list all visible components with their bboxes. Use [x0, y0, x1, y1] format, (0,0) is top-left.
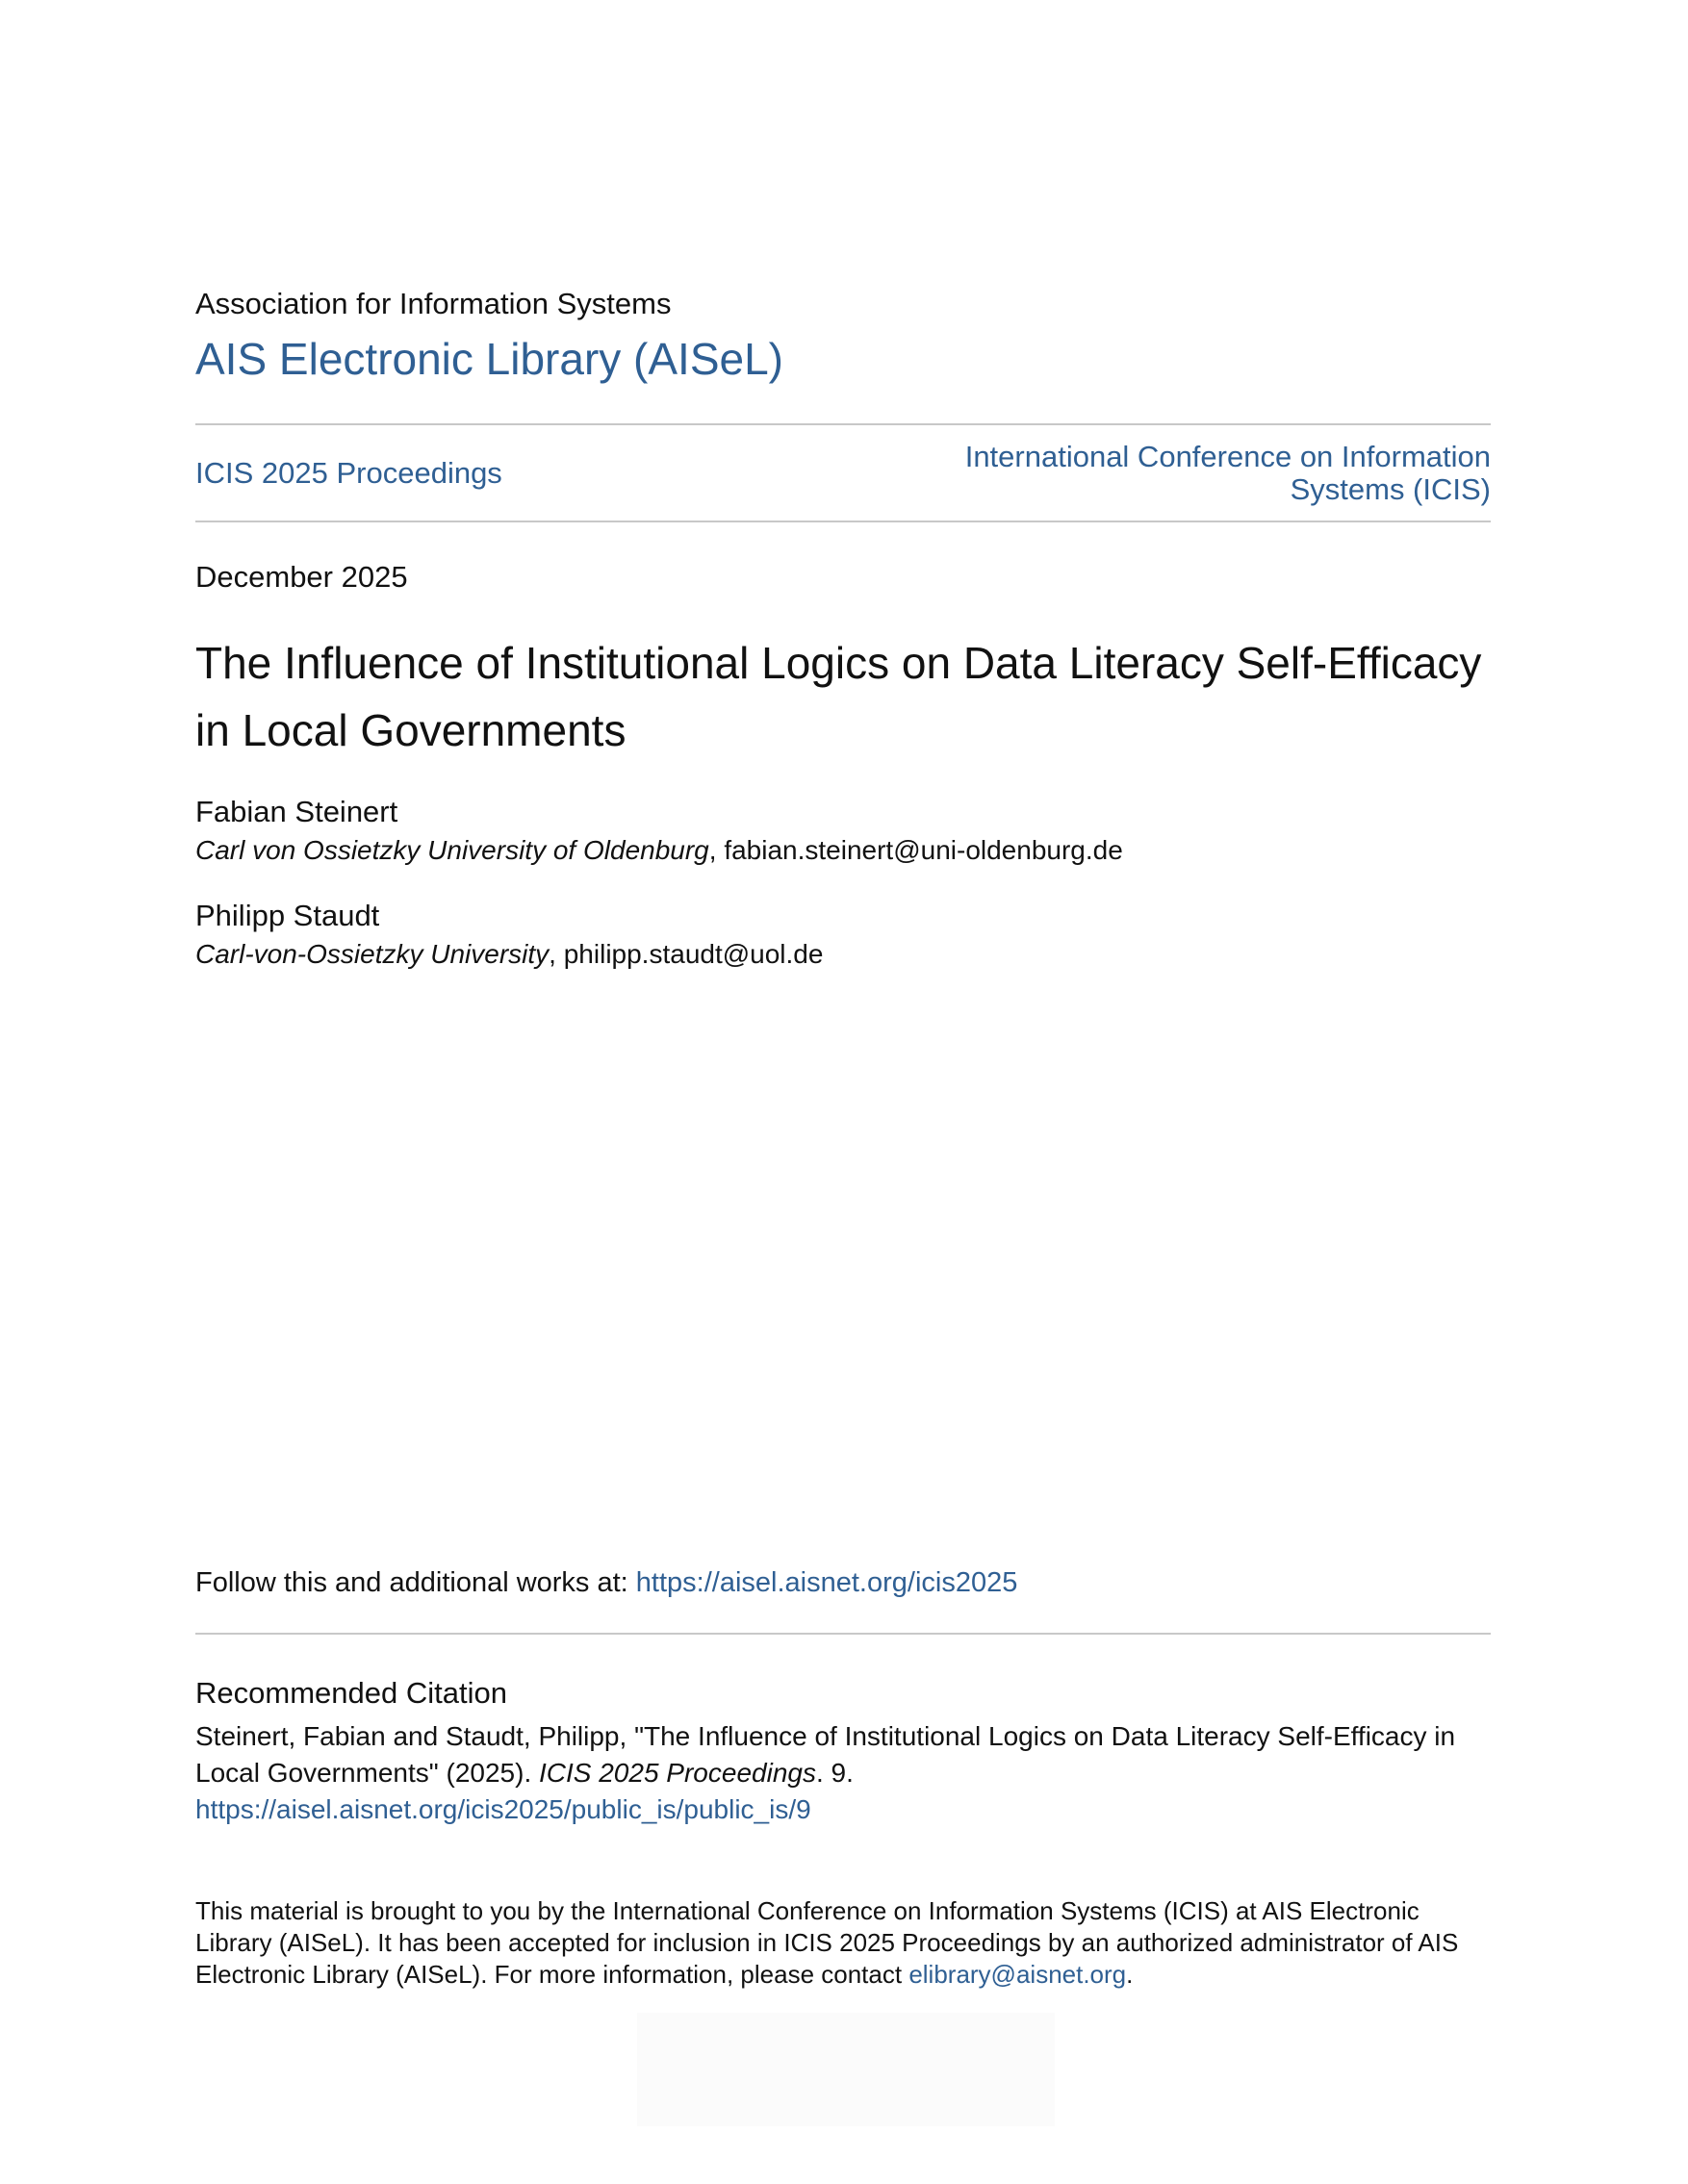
footer-line2: Library (AISeL). It has been accepted for inclusion in ICIS 2025 Proceedings by an authorized administrator of AIS	[195, 1928, 1459, 1957]
organization-name: Association for Information Systems	[195, 287, 672, 320]
author-name: Philipp Staudt	[195, 899, 380, 932]
author-affiliation-line: Carl von Ossietzky University of Oldenburg, fabian.steinert@uni-oldenburg.de	[195, 835, 1123, 865]
author-affiliation: Carl von Ossietzky University of Oldenburg	[195, 835, 709, 865]
contact-email-link[interactable]: elibrary@aisnet.org	[908, 1960, 1127, 1989]
citation-line1: Steinert, Fabian and Staudt, Philipp, "The Influence of Institutional Logics on Data Literacy Self-Efficacy in	[195, 1721, 1456, 1751]
publication-date: December 2025	[195, 560, 408, 594]
paper-title-line2: in Local Governments	[195, 705, 627, 755]
footer-line3-suffix: .	[1126, 1960, 1134, 1989]
paper-title	[195, 629, 1504, 764]
author-email: fabian.steinert@uni-oldenburg.de	[724, 835, 1123, 865]
follow-line	[195, 1567, 1017, 1599]
second-divider	[195, 521, 1491, 522]
citation-proceedings: ICIS 2025 Proceedings	[539, 1758, 816, 1788]
footer-line3-prefix: Electronic Library (AISeL). For more information, please contact	[195, 1960, 909, 1989]
citation-divider	[195, 1633, 1491, 1635]
citation-text	[195, 1718, 1504, 1828]
conference-link-line1[interactable]: International Conference on Information	[964, 440, 1491, 473]
paper-title-line1: The Influence of Institutional Logics on Data Literacy Self-Efficacy	[195, 638, 1482, 688]
citation-line2-prefix: Local Governments" (2025).	[195, 1758, 539, 1788]
footer-note	[195, 1895, 1504, 1991]
faint-footer-box	[637, 2013, 1055, 2126]
top-divider	[195, 423, 1491, 425]
conference-link-block[interactable]	[817, 441, 1491, 506]
author-block	[195, 795, 1123, 866]
author-block	[195, 899, 823, 970]
follow-text: Follow this and additional works at:	[195, 1567, 636, 1598]
citation-line2-suffix: . 9.	[815, 1758, 854, 1788]
proceedings-link[interactable]: ICIS 2025 Proceedings	[195, 456, 502, 490]
author-affiliation: Carl-von-Ossietzky University	[195, 939, 550, 969]
collection-url-link[interactable]: https://aisel.aisnet.org/icis2025	[635, 1567, 1018, 1598]
citation-url-link[interactable]: https://aisel.aisnet.org/icis2025/public_is/public_is/9	[195, 1794, 811, 1824]
author-name: Fabian Steinert	[195, 795, 398, 828]
footer-line1: This material is brought to you by the International Conference on Information Systems (ICIS) at AIS Electronic	[195, 1896, 1419, 1925]
recommended-citation-heading: Recommended Citation	[195, 1676, 507, 1710]
author-email: philipp.staudt@uol.de	[563, 939, 824, 969]
library-title-link[interactable]: AIS Electronic Library (AISeL)	[195, 334, 784, 384]
author-affiliation-line: Carl-von-Ossietzky University, philipp.staudt@uol.de	[195, 939, 824, 969]
conference-link-line2[interactable]: Systems (ICIS)	[1290, 472, 1491, 506]
